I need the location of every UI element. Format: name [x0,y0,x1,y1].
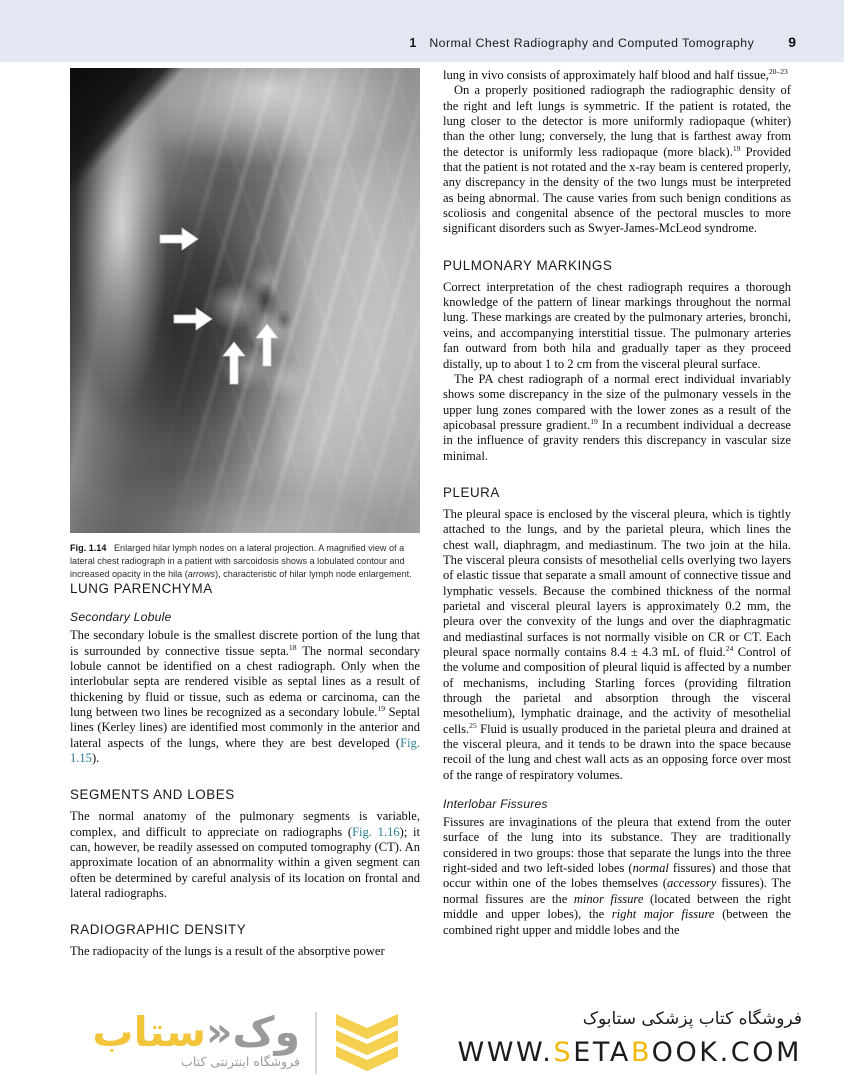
chevron-stack-icon [334,1012,400,1074]
body-text-run: The normal anatomy of the pulmonary segments is variable, complex, and difficult to appreciate on radiographs ( [70,809,420,839]
paragraph [443,280,791,372]
paragraph [443,815,791,938]
running-title-text: Normal Chest Radiography and Computed Tomography [429,36,755,50]
paragraph [70,944,420,959]
reference-marker: 19 [732,143,741,153]
running-head [0,34,844,56]
body-text-run: ); it can, however, be readily assessed on computed tomography (CT). An approximate location of an abnormality within a given segment can often be determined by careful analysis of its location on frontal and lateral radiographs. [70,824,421,901]
setabook-logo[interactable] [72,1008,402,1078]
reference-marker: 20–23 [768,66,788,76]
figure-caption-part2: ), characteristic of hilar lymph node enlargement. [215,569,412,580]
body-text-run: The normal secondary lobule cannot be identified on a chest radiograph. Only when the interlobular septa are rendered visible as septal lines as a result of thickening by fluid or tissue, such as edema or carcinoma, can the lung between two lines be recognized as a secondary lobule. [70,643,420,719]
subsection-heading-interlobar-fissures: Interlobar Fissures [443,797,548,812]
reference-marker: 19 [377,703,386,713]
right-column-sections [443,68,791,938]
body-text-run: fissures) and those that occur within one of the lobes themselves ( [443,861,791,891]
body-text-run: lung in vivo consists of approximately half blood and half tissue, [443,68,769,82]
body-text-run: On a properly positioned radiograph the radiographic density of the right and left lungs is symmetric. If the patient is rotated, the lung closer to the detector is more uniformly radiopaque (whiter) than the other lung; conversely, the lung that is farthest away from the detector is uniformly less radiopaque (more black). [443,83,791,159]
body-text-run: (between the combined right upper and middle lobes and the [443,907,791,937]
reference-marker: 19 [590,416,598,426]
body-text-run: (located between the right middle and upper lobes), the [443,891,791,922]
brand-website-url[interactable] [402,1036,802,1070]
body-text-run: In a recumbent individual a decrease in the influence of gravity renders this discrepancy in vascular size minimal. [443,417,791,463]
section-heading-pleura: PLEURA [443,484,500,500]
url-prefix: WWW. [457,1037,554,1068]
body-text-run: Correct interpretation of the chest radiograph requires a thorough knowledge of the pattern of linear markings throughout the normal lung. These markings are created by the pulmonary arteries, bronchi, veins, and accompanying interstitial tissue. The pulmonary arteries fan outward from both hila and gradually taper as they proceed distally, up to about 1 to 2 cm from the visceral pleural surface. [443,279,791,371]
figure-cross-reference[interactable]: Fig. 1.16 [352,824,400,839]
body-text-run: The PA chest radiograph of a normal erect individual invariably shows some discrepancy in the size of the pulmonary vessels in the upper lung zones compared with the lower zones as a result of the apicobasal pressure gradient. [443,371,791,432]
reference-marker: 18 [288,642,297,652]
arrow-right-lower-icon [172,306,214,332]
left-column-sections [70,581,420,960]
emphasis-term: normal [632,861,669,876]
left-column [70,68,420,960]
logo-wordmark [72,1010,300,1054]
reference-marker: 24 [725,643,734,653]
right-column [443,68,791,938]
arrow-up-right-icon [254,322,280,368]
logo-subtitle: فروشگاه اینترنتی کتاب [181,1054,300,1069]
body-text-run: Fluid is usually produced in the parietal pleura and drained at the visceral pleura, and it tends to be drawn into the space because recoil of the lung and chest wall acts as an opposing force over most of the range of respiratory volumes. [443,721,791,782]
paragraph [443,372,791,464]
figure-caption-arrows-word: arrows [187,569,216,580]
brand-text-block [402,1006,802,1070]
figure-1-14 [70,68,420,581]
footer-watermark-bar [0,1002,844,1080]
subsection-heading-lung-parenchyma: Secondary Lobule [70,610,172,625]
emphasis-term: minor fissure [573,891,644,906]
emphasis-term: right major fissure [611,907,715,922]
paragraph [443,507,791,783]
body-text-run: The pleural space is enclosed by the visceral pleura, which is tightly attached to the lungs, and by the parietal pleura, which lines the chest wall, diaphragm, and mediastinum. The two join at the hila. The visceral pleura consists of mesothelial cells overlying two layers of elastic tissue that separate a small amount of connective tissue and lymphatic vessels. Because the combined thickness of the normal parietal and visceral pleural layers is approximately 0.2 mm, the pleura over the convexity of the lungs and over the diaphragmatic and mediastinal surfaces is not normally visible on CR or CT. Each pleural space normally contains 8.4 ± 4.3 mL of fluid. [443,506,791,659]
arrow-up-left-icon [221,340,247,386]
brand-persian-tagline: فروشگاه کتاب پزشکی ستابوک [582,1009,802,1029]
body-text-run: Provided that the patient is not rotated and the x-ray beam is centered properly, any discrepancy in the density of the two lungs must be interpreted as being abnormal. The cause varies from such benign conditions as scoliosis and congenital absence of the pectoral muscles to more significant disorders such as Swyer-James-McLeod syndrome. [443,144,791,236]
paragraph [443,68,791,83]
chapter-number: 1 [409,36,417,50]
figure-cross-reference[interactable]: Fig. 1.15 [70,735,420,766]
reference-marker: 25 [469,720,477,730]
url-letters-eta: ETA [573,1037,631,1068]
paragraph [70,809,420,901]
xray-vignette-layer [70,68,420,533]
logo-wordmark-grey: وک« [206,1008,300,1056]
body-text-run: Fissures are invaginations of the pleura that extend from the outer surface of the lung into its substance. They are traditionally considered in two groups: those that separate the lungs into the three right-sided and two left-sided lobes ( [443,815,791,876]
section-heading-lung-parenchyma: LUNG PARENCHYMA [70,581,213,597]
logo-wordmark-yellow: ستاب [92,1008,207,1056]
url-suffix: OOK.COM [651,1037,802,1068]
logo-divider [315,1012,317,1074]
url-letter-b: B [630,1037,652,1068]
figure-caption-part1: Enlarged hilar lymph nodes on a lateral projection. A magnified view of a lateral chest radiograph in a patient with sarcoidosis shows a lobulated contour and increased opacity in the hila ( [70,543,405,580]
body-text-run: The secondary lobule is the smallest discrete portion of the lung that is surrounded by connective tissue septa. [70,628,420,658]
paragraph [443,83,791,236]
figure-caption [70,542,420,581]
body-text-run: ). [91,751,100,766]
arrow-right-upper-icon [158,226,200,252]
emphasis-term: accessory [666,876,717,891]
section-heading-segments-and-lobes: SEGMENTS AND LOBES [70,787,235,803]
body-text-run: Control of the volume and composition of pleural liquid is affected by a number of mechanisms, including Starling forces (providing filtration through the parietal and absorption through the visceral mesothelium), lymphatic drainage, and the activity of mesothelial cells. [443,645,791,736]
body-text-run: The radiopacity of the lungs is a result of the absorptive power [70,944,385,959]
figure-label: Fig. 1.14 [70,543,107,553]
page-number: 9 [788,34,796,50]
xray-image [70,68,420,533]
paragraph [70,628,420,766]
body-text-run: Septal lines (Kerley lines) are identified most commonly in the anterior and lateral aspects of the lungs, where they are best developed ( [70,705,420,750]
section-heading-radiographic-density: RADIOGRAPHIC DENSITY [70,922,247,938]
url-letter-s: S [553,1037,574,1068]
body-text-run: fissures). The normal fissures are the [443,876,791,906]
section-heading-pulmonary-markings: PULMONARY MARKINGS [443,257,613,273]
